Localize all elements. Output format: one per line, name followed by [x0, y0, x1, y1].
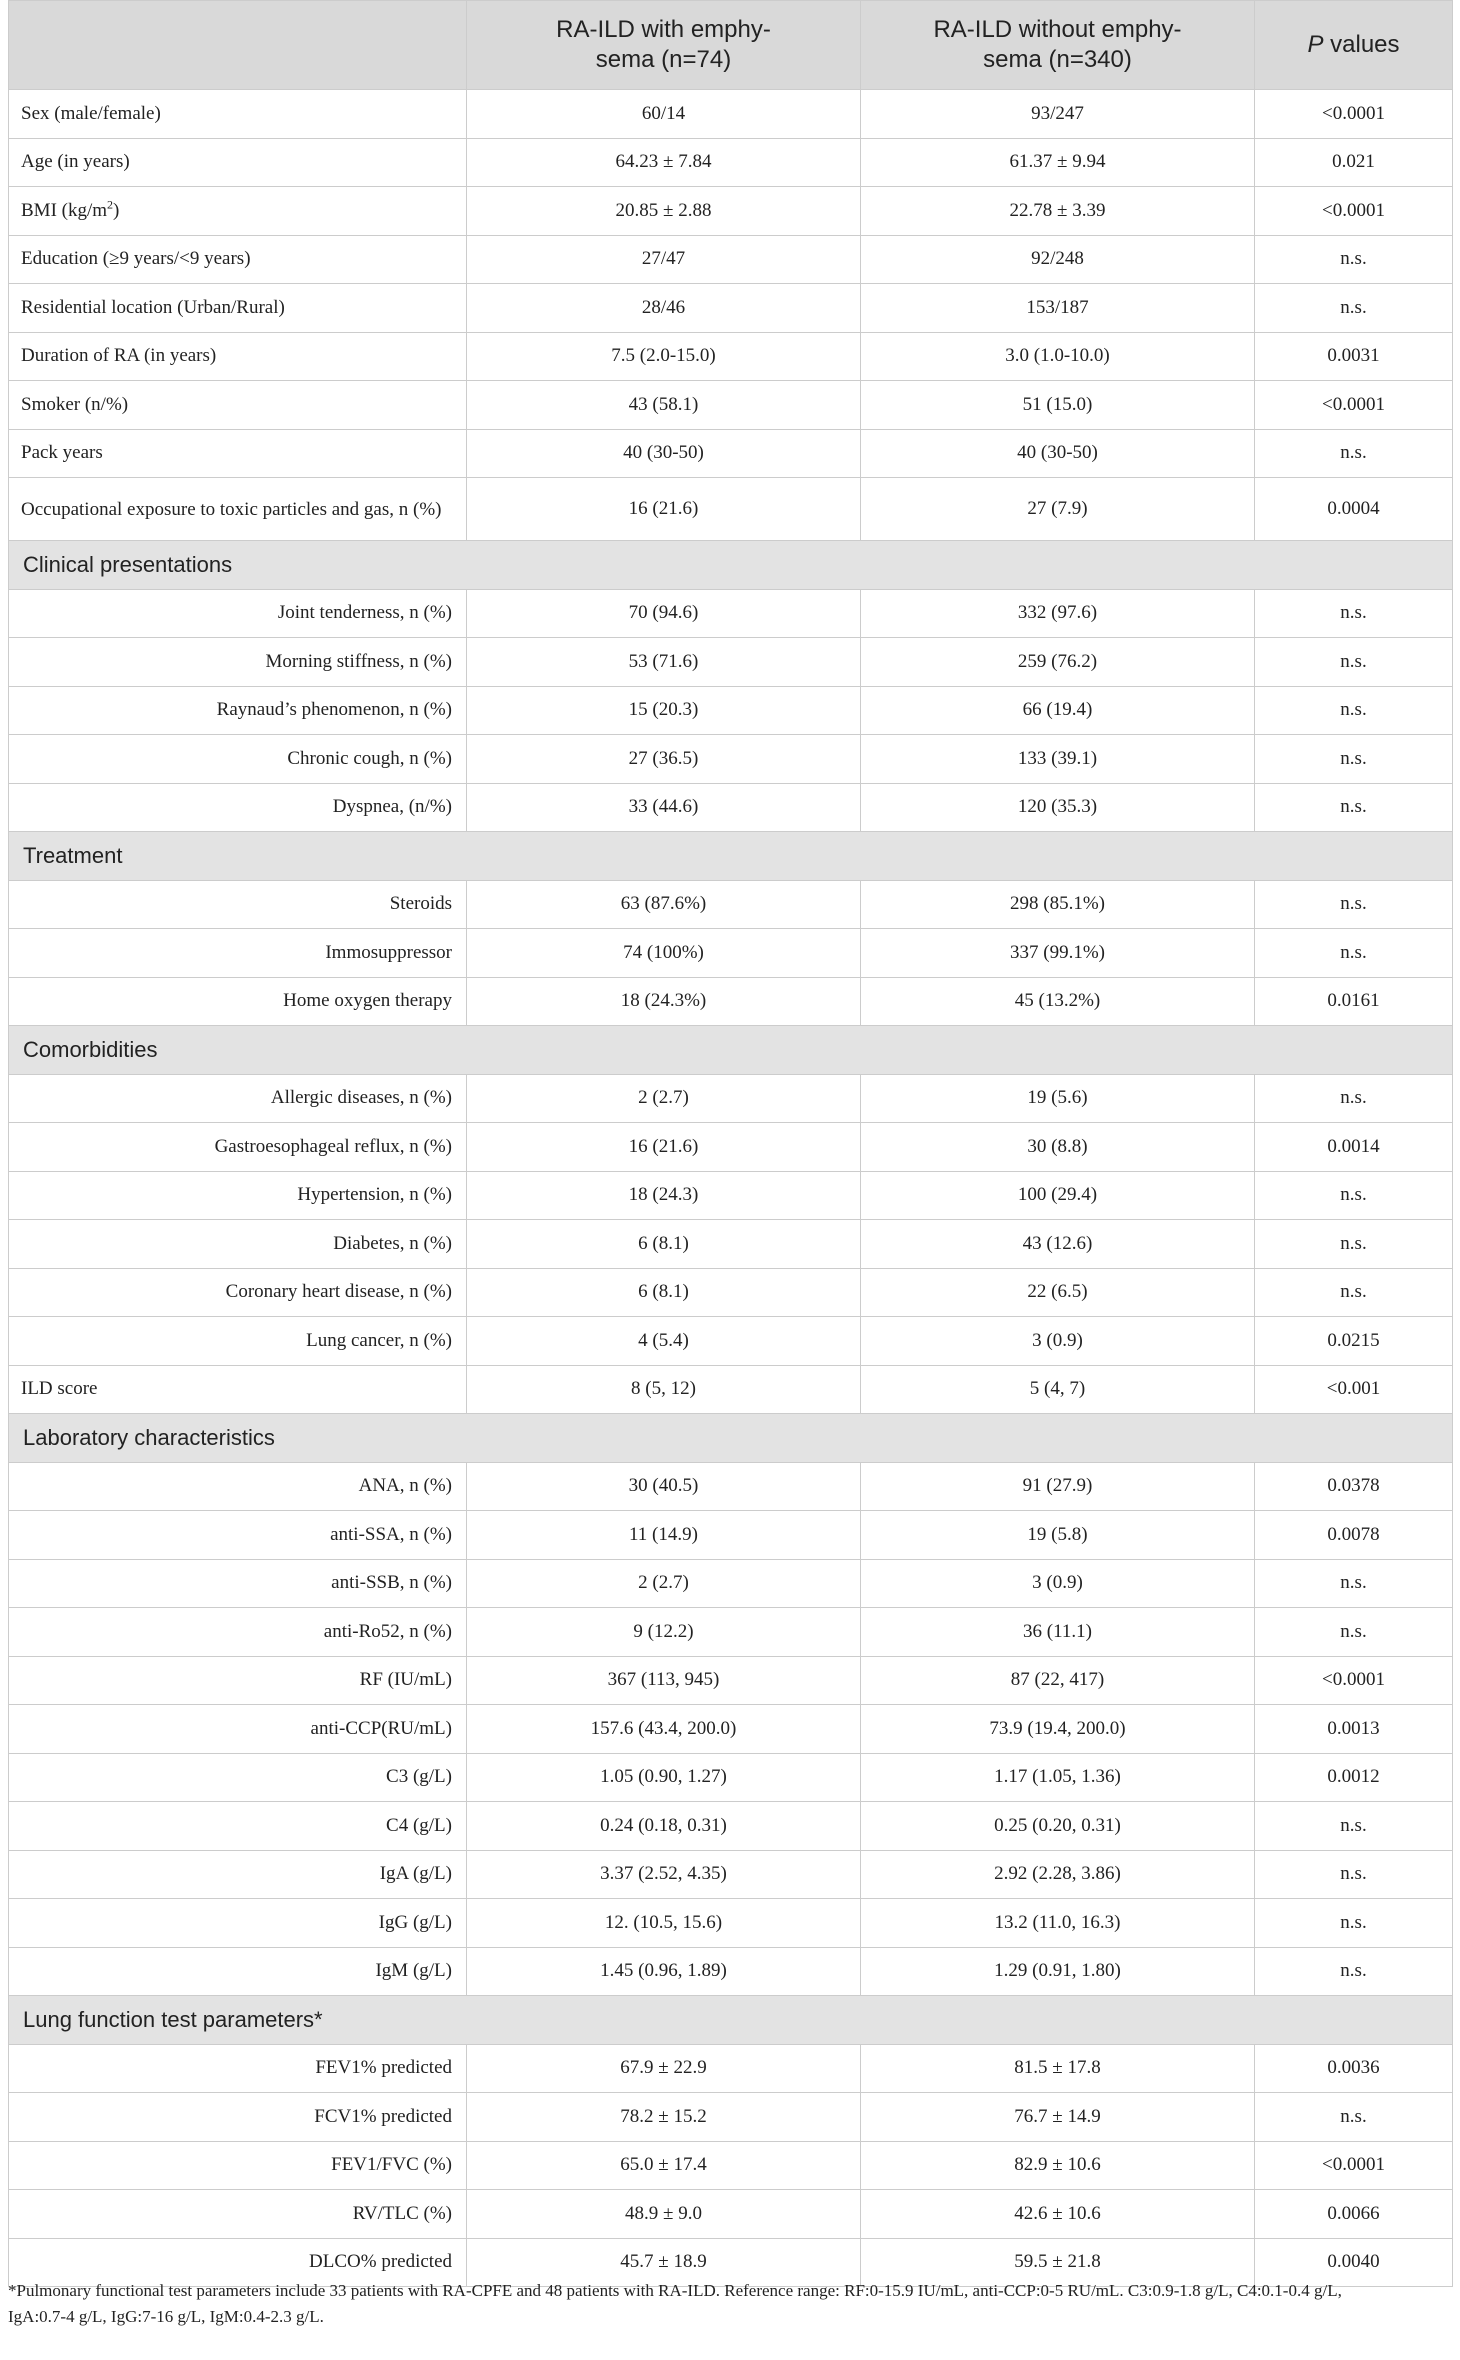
p-value: 0.021: [1255, 138, 1453, 187]
bmi-label-end: ): [113, 199, 120, 221]
table-row: [9, 1171, 1453, 1220]
value-with-emphysema: 45.7 ± 18.9: [467, 2238, 861, 2287]
value-with-emphysema: 67.9 ± 22.9: [467, 2044, 861, 2093]
table-row: [9, 284, 1453, 333]
value-with-emphysema: 1.45 (0.96, 1.89): [467, 1947, 861, 1996]
row-label: Pack years: [9, 429, 467, 478]
value-without-emphysema: 42.6 ± 10.6: [861, 2190, 1255, 2239]
row-label: Education (≥9 years/<9 years): [9, 235, 467, 284]
p-value: 0.0004: [1255, 478, 1453, 541]
value-without-emphysema: 259 (76.2): [861, 638, 1255, 687]
value-with-emphysema: 40 (30-50): [467, 429, 861, 478]
row-label: Home oxygen therapy: [9, 977, 467, 1026]
value-without-emphysema: 1.17 (1.05, 1.36): [861, 1753, 1255, 1802]
value-with-emphysema: 6 (8.1): [467, 1220, 861, 1269]
value-without-emphysema: 3 (0.9): [861, 1559, 1255, 1608]
section-title: Clinical presentations: [9, 541, 1453, 590]
value-without-emphysema: 298 (85.1%): [861, 880, 1255, 929]
section-header-lung-function: [9, 1996, 1453, 2045]
table-row: [9, 381, 1453, 430]
p-value: n.s.: [1255, 1802, 1453, 1851]
p-value: 0.0031: [1255, 332, 1453, 381]
row-label: Occupational exposure to toxic particles and gas, n (%): [9, 478, 467, 541]
value-without-emphysema: 76.7 ± 14.9: [861, 2093, 1255, 2142]
value-without-emphysema: 45 (13.2%): [861, 977, 1255, 1026]
value-without-emphysema: 3 (0.9): [861, 1317, 1255, 1366]
value-with-emphysema: 4 (5.4): [467, 1317, 861, 1366]
value-with-emphysema: 63 (87.6%): [467, 880, 861, 929]
table-row: [9, 2190, 1453, 2239]
table-row: [9, 1656, 1453, 1705]
header-p-values: [1255, 1, 1453, 90]
table-footnote: [8, 2278, 1452, 2330]
value-with-emphysema: 2 (2.7): [467, 1074, 861, 1123]
value-with-emphysema: 27/47: [467, 235, 861, 284]
table-row: [9, 783, 1453, 832]
header-p-rest: values: [1323, 31, 1400, 58]
p-value: n.s.: [1255, 880, 1453, 929]
table-row: [9, 1608, 1453, 1657]
section-title: Treatment: [9, 832, 1453, 881]
row-label: Smoker (n/%): [9, 381, 467, 430]
row-label: Diabetes, n (%): [9, 1220, 467, 1269]
table-row: [9, 187, 1453, 236]
value-without-emphysema: 87 (22, 417): [861, 1656, 1255, 1705]
value-with-emphysema: 28/46: [467, 284, 861, 333]
header-with-emphysema-line2: sema (n=74): [595, 46, 732, 73]
row-label: IgA (g/L): [9, 1850, 467, 1899]
value-with-emphysema: 9 (12.2): [467, 1608, 861, 1657]
p-value: 0.0078: [1255, 1511, 1453, 1560]
p-value: n.s.: [1255, 735, 1453, 784]
row-label: Coronary heart disease, n (%): [9, 1268, 467, 1317]
row-label: Residential location (Urban/Rural): [9, 284, 467, 333]
section-title: Comorbidities: [9, 1026, 1453, 1075]
value-without-emphysema: 22.78 ± 3.39: [861, 187, 1255, 236]
table-row: [9, 1947, 1453, 1996]
p-value: n.s.: [1255, 1850, 1453, 1899]
header-without-emphysema: [861, 1, 1255, 90]
header-blank: [9, 1, 467, 90]
row-label: Lung cancer, n (%): [9, 1317, 467, 1366]
p-value: n.s.: [1255, 589, 1453, 638]
value-with-emphysema: 33 (44.6): [467, 783, 861, 832]
table-row: [9, 929, 1453, 978]
table-row: [9, 1220, 1453, 1269]
table-row: [9, 977, 1453, 1026]
row-label: FEV1% predicted: [9, 2044, 467, 2093]
row-label: RF (IU/mL): [9, 1656, 467, 1705]
row-label: Morning stiffness, n (%): [9, 638, 467, 687]
p-value: n.s.: [1255, 638, 1453, 687]
value-with-emphysema: 48.9 ± 9.0: [467, 2190, 861, 2239]
table-row: [9, 332, 1453, 381]
value-with-emphysema: 43 (58.1): [467, 381, 861, 430]
row-label: anti-SSA, n (%): [9, 1511, 467, 1560]
p-value: n.s.: [1255, 1268, 1453, 1317]
value-with-emphysema: 6 (8.1): [467, 1268, 861, 1317]
table-row: [9, 880, 1453, 929]
table-row: [9, 1123, 1453, 1172]
p-value: 0.0013: [1255, 1705, 1453, 1754]
row-label: Immosuppressor: [9, 929, 467, 978]
header-with-emphysema: [467, 1, 861, 90]
value-with-emphysema: 20.85 ± 2.88: [467, 187, 861, 236]
p-value: n.s.: [1255, 1171, 1453, 1220]
value-with-emphysema: 70 (94.6): [467, 589, 861, 638]
value-with-emphysema: 7.5 (2.0-15.0): [467, 332, 861, 381]
table-row: [9, 589, 1453, 638]
row-label: C4 (g/L): [9, 1802, 467, 1851]
section-title: Lung function test parameters*: [9, 1996, 1453, 2045]
value-without-emphysema: 337 (99.1%): [861, 929, 1255, 978]
row-label-bmi: [9, 187, 467, 236]
p-value: 0.0161: [1255, 977, 1453, 1026]
value-with-emphysema: 3.37 (2.52, 4.35): [467, 1850, 861, 1899]
p-value: n.s.: [1255, 686, 1453, 735]
section-header-treatment: [9, 832, 1453, 881]
table-row: [9, 1559, 1453, 1608]
p-value: n.s.: [1255, 1559, 1453, 1608]
value-without-emphysema: 93/247: [861, 90, 1255, 139]
table-row: [9, 686, 1453, 735]
table-container: [8, 0, 1452, 2287]
value-with-emphysema: 12. (10.5, 15.6): [467, 1899, 861, 1948]
row-label: Steroids: [9, 880, 467, 929]
p-value: n.s.: [1255, 2093, 1453, 2142]
value-without-emphysema: 27 (7.9): [861, 478, 1255, 541]
table-row: [9, 1268, 1453, 1317]
value-with-emphysema: 78.2 ± 15.2: [467, 2093, 861, 2142]
value-without-emphysema: 3.0 (1.0-10.0): [861, 332, 1255, 381]
value-with-emphysema: 30 (40.5): [467, 1462, 861, 1511]
table-row: [9, 1705, 1453, 1754]
table-row: [9, 235, 1453, 284]
value-with-emphysema: 1.05 (0.90, 1.27): [467, 1753, 861, 1802]
section-header-laboratory: [9, 1414, 1453, 1463]
table-row: [9, 2141, 1453, 2190]
value-without-emphysema: 13.2 (11.0, 16.3): [861, 1899, 1255, 1948]
row-label: DLCO% predicted: [9, 2238, 467, 2287]
p-value: n.s.: [1255, 429, 1453, 478]
value-without-emphysema: 66 (19.4): [861, 686, 1255, 735]
p-value: n.s.: [1255, 235, 1453, 284]
value-with-emphysema: 27 (36.5): [467, 735, 861, 784]
p-value: <0.0001: [1255, 90, 1453, 139]
p-value: 0.0012: [1255, 1753, 1453, 1802]
p-value: n.s.: [1255, 1220, 1453, 1269]
footnote-line-2: IgA:0.7-4 g/L, IgG:7-16 g/L, IgM:0.4-2.3 g/L.: [8, 2307, 324, 2326]
value-without-emphysema: 91 (27.9): [861, 1462, 1255, 1511]
value-without-emphysema: 73.9 (19.4, 200.0): [861, 1705, 1255, 1754]
table-row: [9, 1802, 1453, 1851]
table-row: [9, 735, 1453, 784]
row-label: C3 (g/L): [9, 1753, 467, 1802]
p-value: 0.0040: [1255, 2238, 1453, 2287]
table-row: [9, 90, 1453, 139]
row-label: Dyspnea, (n/%): [9, 783, 467, 832]
value-without-emphysema: 59.5 ± 21.8: [861, 2238, 1255, 2287]
row-label: Hypertension, n (%): [9, 1171, 467, 1220]
header-p-italic: P: [1307, 31, 1324, 58]
bmi-superscript: 2: [107, 197, 114, 212]
value-with-emphysema: 8 (5, 12): [467, 1365, 861, 1414]
p-value: 0.0378: [1255, 1462, 1453, 1511]
value-with-emphysema: 74 (100%): [467, 929, 861, 978]
p-value: n.s.: [1255, 1074, 1453, 1123]
row-label: ILD score: [9, 1365, 467, 1414]
p-value: n.s.: [1255, 929, 1453, 978]
table-row: [9, 429, 1453, 478]
value-with-emphysema: 53 (71.6): [467, 638, 861, 687]
p-value: 0.0066: [1255, 2190, 1453, 2239]
p-value: 0.0014: [1255, 1123, 1453, 1172]
table-row: [9, 638, 1453, 687]
p-value: 0.0036: [1255, 2044, 1453, 2093]
value-without-emphysema: 30 (8.8): [861, 1123, 1255, 1172]
row-label: Age (in years): [9, 138, 467, 187]
row-label: Duration of RA (in years): [9, 332, 467, 381]
row-label: RV/TLC (%): [9, 2190, 467, 2239]
value-with-emphysema: 60/14: [467, 90, 861, 139]
value-with-emphysema: 367 (113, 945): [467, 1656, 861, 1705]
row-label: anti-Ro52, n (%): [9, 1608, 467, 1657]
table-row: [9, 2044, 1453, 2093]
data-table: [8, 0, 1453, 2287]
section-title: Laboratory characteristics: [9, 1414, 1453, 1463]
p-value: <0.001: [1255, 1365, 1453, 1414]
row-label: Joint tenderness, n (%): [9, 589, 467, 638]
value-without-emphysema: 19 (5.6): [861, 1074, 1255, 1123]
row-label: anti-SSB, n (%): [9, 1559, 467, 1608]
bmi-label: BMI (kg/m: [21, 199, 108, 221]
row-label: Gastroesophageal reflux, n (%): [9, 1123, 467, 1172]
value-with-emphysema: 16 (21.6): [467, 1123, 861, 1172]
value-without-emphysema: 40 (30-50): [861, 429, 1255, 478]
value-with-emphysema: 65.0 ± 17.4: [467, 2141, 861, 2190]
row-label: IgG (g/L): [9, 1899, 467, 1948]
value-with-emphysema: 157.6 (43.4, 200.0): [467, 1705, 861, 1754]
p-value: 0.0215: [1255, 1317, 1453, 1366]
table-row-ild-score: [9, 1365, 1453, 1414]
section-header-comorbidities: [9, 1026, 1453, 1075]
value-with-emphysema: 18 (24.3%): [467, 977, 861, 1026]
value-without-emphysema: 2.92 (2.28, 3.86): [861, 1850, 1255, 1899]
row-label: Allergic diseases, n (%): [9, 1074, 467, 1123]
section-header-clinical: [9, 541, 1453, 590]
p-value: <0.0001: [1255, 2141, 1453, 2190]
p-value: n.s.: [1255, 284, 1453, 333]
table-row: [9, 1317, 1453, 1366]
footnote-line-1: *Pulmonary functional test parameters include 33 patients with RA-CPFE and 48 patients with RA-ILD. Reference range: RF:0-15.9 IU/mL, anti-CCP:0-5 RU/mL. C3:0.9-1.8 g/L, C4:0.1-0.4 g/L,: [8, 2281, 1342, 2300]
row-label: Raynaud’s phenomenon, n (%): [9, 686, 467, 735]
value-without-emphysema: 1.29 (0.91, 1.80): [861, 1947, 1255, 1996]
row-label: IgM (g/L): [9, 1947, 467, 1996]
value-without-emphysema: 43 (12.6): [861, 1220, 1255, 1269]
p-value: <0.0001: [1255, 381, 1453, 430]
header-without-emphysema-line1: RA-ILD without emphy-: [933, 16, 1182, 43]
row-label: FEV1/FVC (%): [9, 2141, 467, 2190]
header-without-emphysema-line2: sema (n=340): [983, 46, 1132, 73]
row-label: ANA, n (%): [9, 1462, 467, 1511]
value-with-emphysema: 18 (24.3): [467, 1171, 861, 1220]
value-with-emphysema: 64.23 ± 7.84: [467, 138, 861, 187]
row-label: Chronic cough, n (%): [9, 735, 467, 784]
value-without-emphysema: 133 (39.1): [861, 735, 1255, 784]
value-with-emphysema: 16 (21.6): [467, 478, 861, 541]
value-without-emphysema: 36 (11.1): [861, 1608, 1255, 1657]
value-without-emphysema: 81.5 ± 17.8: [861, 2044, 1255, 2093]
p-value: <0.0001: [1255, 187, 1453, 236]
value-without-emphysema: 61.37 ± 9.94: [861, 138, 1255, 187]
row-label: Sex (male/female): [9, 90, 467, 139]
table-row: [9, 1899, 1453, 1948]
p-value: n.s.: [1255, 783, 1453, 832]
value-without-emphysema: 0.25 (0.20, 0.31): [861, 1802, 1255, 1851]
value-without-emphysema: 82.9 ± 10.6: [861, 2141, 1255, 2190]
value-with-emphysema: 15 (20.3): [467, 686, 861, 735]
table-row: [9, 2093, 1453, 2142]
p-value: n.s.: [1255, 1608, 1453, 1657]
value-without-emphysema: 22 (6.5): [861, 1268, 1255, 1317]
table-row: [9, 1850, 1453, 1899]
row-label: FCV1% predicted: [9, 2093, 467, 2142]
value-without-emphysema: 332 (97.6): [861, 589, 1255, 638]
value-with-emphysema: 0.24 (0.18, 0.31): [467, 1802, 861, 1851]
table-row: [9, 138, 1453, 187]
value-with-emphysema: 2 (2.7): [467, 1559, 861, 1608]
p-value: n.s.: [1255, 1947, 1453, 1996]
p-value: n.s.: [1255, 1899, 1453, 1948]
header-with-emphysema-line1: RA-ILD with emphy-: [556, 16, 771, 43]
table-row: [9, 1511, 1453, 1560]
value-with-emphysema: 11 (14.9): [467, 1511, 861, 1560]
value-without-emphysema: 5 (4, 7): [861, 1365, 1255, 1414]
value-without-emphysema: 92/248: [861, 235, 1255, 284]
value-without-emphysema: 153/187: [861, 284, 1255, 333]
table-row: [9, 1462, 1453, 1511]
table-row: [9, 1074, 1453, 1123]
table-row: [9, 478, 1453, 541]
header-row: [9, 1, 1453, 90]
value-without-emphysema: 51 (15.0): [861, 381, 1255, 430]
value-without-emphysema: 120 (35.3): [861, 783, 1255, 832]
value-without-emphysema: 100 (29.4): [861, 1171, 1255, 1220]
value-without-emphysema: 19 (5.8): [861, 1511, 1255, 1560]
row-label: anti-CCP(RU/mL): [9, 1705, 467, 1754]
table-row: [9, 1753, 1453, 1802]
p-value: <0.0001: [1255, 1656, 1453, 1705]
